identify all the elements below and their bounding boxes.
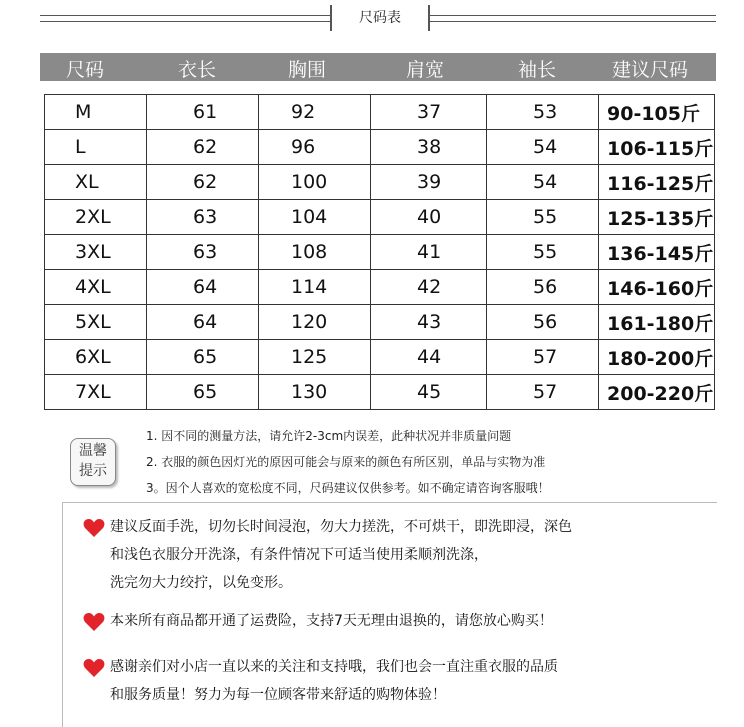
- chest-cell: 130: [259, 375, 371, 410]
- care-line: 本来所有商品都开通了运费险，支持7天无理由退换的，请您放心购买！: [110, 613, 553, 629]
- chest-cell: 100: [259, 165, 371, 200]
- tip-item: 2. 衣服的颜色因灯光的原因可能会与原来的颜色有所区别，单品与实物为准: [146, 455, 546, 469]
- length-cell: 63: [147, 235, 259, 270]
- recommend-cell: 125-135斤: [599, 200, 715, 235]
- sleeve-cell: 56: [487, 305, 599, 340]
- header-recommend: 建议尺码: [612, 59, 689, 81]
- shoulder-cell: 44: [371, 340, 487, 375]
- sleeve-cell: 57: [487, 375, 599, 410]
- table-row: [45, 235, 715, 270]
- recommend-cell: 116-125斤: [599, 165, 715, 200]
- tip-item: 3。因个人喜欢的宽松度不同，尺码建议仅供参考。如不确定请咨询客服哦！: [146, 481, 550, 495]
- care-paragraph-washing: [110, 513, 572, 597]
- recommend-cell: 200-220斤: [599, 375, 715, 410]
- chest-cell: 125: [259, 340, 371, 375]
- size-cell: 6XL: [45, 340, 147, 375]
- care-line: 感谢亲们对小店一直以来的关注和支持哦，我们也会一直注重衣服的品质: [110, 659, 558, 675]
- tips-badge-line: 温馨: [79, 443, 107, 459]
- page-title: 尺码表: [330, 5, 430, 31]
- sleeve-cell: 55: [487, 235, 599, 270]
- chest-cell: 96: [259, 130, 371, 165]
- table-row: [45, 340, 715, 375]
- table-row: [45, 200, 715, 235]
- length-cell: 65: [147, 375, 259, 410]
- shoulder-cell: 37: [371, 95, 487, 130]
- heart-icon: [83, 612, 105, 632]
- chest-cell: 114: [259, 270, 371, 305]
- sleeve-cell: 55: [487, 200, 599, 235]
- care-line: 洗完勿大力绞拧，以免变形。: [110, 575, 292, 591]
- care-line: 建议反面手洗，切勿长时间浸泡，勿大力搓洗，不可烘干，即洗即浸，深色: [110, 519, 572, 535]
- recommend-cell: 90-105斤: [599, 95, 715, 130]
- length-cell: 63: [147, 200, 259, 235]
- size-cell: L: [45, 130, 147, 165]
- shoulder-cell: 43: [371, 305, 487, 340]
- sleeve-cell: 53: [487, 95, 599, 130]
- table-row: [45, 130, 715, 165]
- chest-cell: 92: [259, 95, 371, 130]
- size-cell: 5XL: [45, 305, 147, 340]
- shoulder-cell: 40: [371, 200, 487, 235]
- length-cell: 65: [147, 340, 259, 375]
- heart-icon: [83, 658, 105, 678]
- recommend-cell: 161-180斤: [599, 305, 715, 340]
- header-length: 衣长: [178, 59, 217, 81]
- sleeve-cell: 54: [487, 165, 599, 200]
- shoulder-cell: 38: [371, 130, 487, 165]
- size-cell: 4XL: [45, 270, 147, 305]
- tip-item: 1. 因不同的测量方法，请允许2-3cm内误差，此种状况并非质量问题: [146, 429, 512, 443]
- sleeve-cell: 57: [487, 340, 599, 375]
- table-row: [45, 375, 715, 410]
- size-cell: M: [45, 95, 147, 130]
- header-size: 尺码: [66, 59, 105, 81]
- length-cell: 62: [147, 165, 259, 200]
- shoulder-cell: 42: [371, 270, 487, 305]
- recommend-cell: 146-160斤: [599, 270, 715, 305]
- shoulder-cell: 39: [371, 165, 487, 200]
- warm-tips-badge: [70, 438, 116, 486]
- shoulder-cell: 41: [371, 235, 487, 270]
- recommend-cell: 180-200斤: [599, 340, 715, 375]
- recommend-cell: 106-115斤: [599, 130, 715, 165]
- tips-badge-line: 提示: [79, 463, 107, 479]
- size-table-body: [45, 95, 715, 410]
- table-row: [45, 305, 715, 340]
- care-paragraph-thanks: [110, 653, 558, 709]
- heart-icon: [83, 518, 105, 538]
- size-cell: XL: [45, 165, 147, 200]
- length-cell: 64: [147, 305, 259, 340]
- care-paragraph-shipping: [110, 607, 553, 635]
- table-row: [45, 165, 715, 200]
- size-table-header: [40, 53, 716, 81]
- chest-cell: 120: [259, 305, 371, 340]
- size-cell: 2XL: [45, 200, 147, 235]
- length-cell: 64: [147, 270, 259, 305]
- shoulder-cell: 45: [371, 375, 487, 410]
- care-line: 和浅色衣服分开洗涤，有条件情况下可适当使用柔顺剂洗涤，: [110, 547, 488, 563]
- table-row: [45, 95, 715, 130]
- length-cell: 62: [147, 130, 259, 165]
- header-chest: 胸围: [288, 59, 327, 81]
- size-cell: 3XL: [45, 235, 147, 270]
- header-sleeve: 袖长: [518, 59, 557, 81]
- table-row: [45, 270, 715, 305]
- size-cell: 7XL: [45, 375, 147, 410]
- care-line: 和服务质量！努力为每一位顾客带来舒适的购物体验！: [110, 687, 446, 703]
- length-cell: 61: [147, 95, 259, 130]
- chest-cell: 104: [259, 200, 371, 235]
- size-table: [44, 94, 715, 410]
- sleeve-cell: 54: [487, 130, 599, 165]
- tips-list: [146, 423, 550, 501]
- recommend-cell: 136-145斤: [599, 235, 715, 270]
- chest-cell: 108: [259, 235, 371, 270]
- sleeve-cell: 56: [487, 270, 599, 305]
- header-shoulder: 肩宽: [406, 59, 445, 81]
